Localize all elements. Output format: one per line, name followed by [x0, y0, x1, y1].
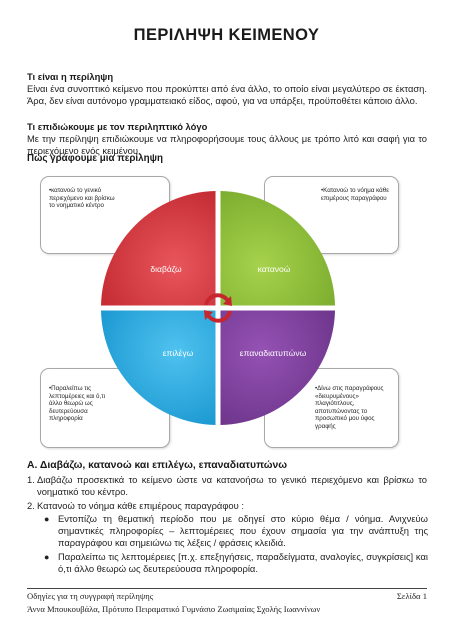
quadrant-rephrase [221, 311, 336, 426]
list-item [27, 474, 427, 498]
box-bl-line: δευτερεύουσα [49, 407, 88, 415]
quadrant-understand [221, 191, 336, 306]
process-diagram [28, 170, 400, 450]
circular-arrows-icon [204, 295, 232, 320]
paragraph-purpose: Με την περίληψη επιδιώκουμε να πληροφορήσουμε τους άλλους με τρόπο λιτό και σαφή για το περιεχόμενο ενός κειμένου. [27, 133, 427, 157]
quadrant-label-select: επιλέγω [162, 348, 194, 358]
section-heading: Α. Διαβάζω, κατανοώ και επιλέγω, επαναδιατυπώνω [27, 460, 288, 471]
list-number: 1. [27, 474, 35, 485]
quadrant-select [101, 311, 216, 426]
box-br-line: γραφής [315, 422, 336, 430]
page-title: ΠΕΡΙΛΗΨΗ ΚΕΙΜΕΝΟΥ [133, 26, 320, 44]
bullet-item [44, 513, 428, 550]
box-tl-line: το νοηματικό κέντρο [49, 202, 104, 210]
bullet-text: Εντοπίζω τη θεματική περίοδο που με οδηγεί στο κύριο θέμα / νόημα. Ανιχνεύω σημαντικές πληροφορίες – λεπτομέρειες που έχουν σημασία για την ανάπτυξη της παραγράφου και σημειώνω τις λέξεις / φράσεις κλειδιά. [58, 513, 428, 549]
footer-page-number: Σελίδα 1 [396, 591, 427, 601]
footer-doc-title: Οδηγίες για τη συγγραφή περίληψης [27, 591, 154, 601]
quadrant-circle [28, 170, 400, 450]
paragraph-what-is-summary: Είναι ένα συνοπτικό κείμενο που προκύπτει από ένα άλλο, το οποίο είναι μεγαλύτερο σε έκταση. Άρα, δεν είναι αυτόνομο γραμματειακό είδος, αφού, για να υπάρξει, προϋποθέτει κάποιο άλλο. [27, 83, 427, 107]
box-br-line: προσωπικό μου ύφος [315, 415, 375, 423]
box-bl-line: πληροφορία [49, 415, 83, 423]
quadrant-read [101, 191, 216, 306]
heading-purpose: Τι επιδιώκουμε με τον περιληπτικό λόγο [27, 121, 208, 132]
bullet-text: Παραλείπω τις λεπτομέρειες [π.χ. επεξηγήσεις, παραδείγματα, αναλογίες, συγκρίσεις] και ό,τι άλλο θεωρώ ως δευτερεύουσα πληροφορία. [58, 551, 428, 575]
box-br-line: πλαγιότιτλους, [315, 400, 355, 408]
box-tl-line: περιεχόμενο και βρίσκω [49, 194, 115, 202]
footer-divider [27, 588, 427, 589]
box-br-line: «διευρυμένους» [315, 392, 359, 400]
heading-what-is-summary: Τι είναι η περίληψη [27, 71, 114, 82]
box-bl-line: άλλο θεωρώ ως [49, 400, 93, 408]
bullet-item [44, 551, 428, 575]
footer-author: Άννα Μπουκουβάλα, Πρότυπο Πειραματικό Γυμνάσιο Ζωσιμαίας Σχολής Ιωαννίνων [27, 604, 321, 614]
list-number: 2. [27, 500, 35, 511]
quadrant-label-understand: κατανοώ [257, 264, 291, 274]
bullet-dot-icon: ● [44, 552, 50, 562]
quadrant-label-rephrase: επαναδιατυπώνω [239, 348, 307, 358]
box-br-line: αποτυπώνοντας το [315, 407, 368, 415]
box-tr-line: επιμέρους παραγράφου [321, 194, 387, 202]
box-tl-line: •κατανοώ το γενικό [49, 187, 102, 194]
list-item-text: Κατανοώ το νόημα κάθε επιμέρους παραγράφου : [37, 500, 244, 511]
quadrant-label-read: διαβάζω [150, 264, 182, 274]
list-item-text: Διαβάζω προσεκτικά το κείμενο ώστε να κατανοήσω το γενικό περιεχόμενο και βρίσκω το νοηματικό του κέντρο. [37, 474, 427, 498]
footer [27, 591, 427, 601]
list-item [27, 500, 427, 512]
box-br-line: •Δίνω στις παραγράφους [315, 385, 384, 392]
box-tr-line: •Κατανοώ το νόημα κάθε [321, 187, 389, 194]
bullet-dot-icon: ● [44, 514, 50, 524]
heading-how-to-write: Πώς γράφουμε μια περίληψη [27, 153, 163, 164]
box-bl-line: •Παραλείπω τις [49, 385, 92, 392]
box-bl-line: λεπτομέρειες και ό,τι [49, 392, 106, 400]
